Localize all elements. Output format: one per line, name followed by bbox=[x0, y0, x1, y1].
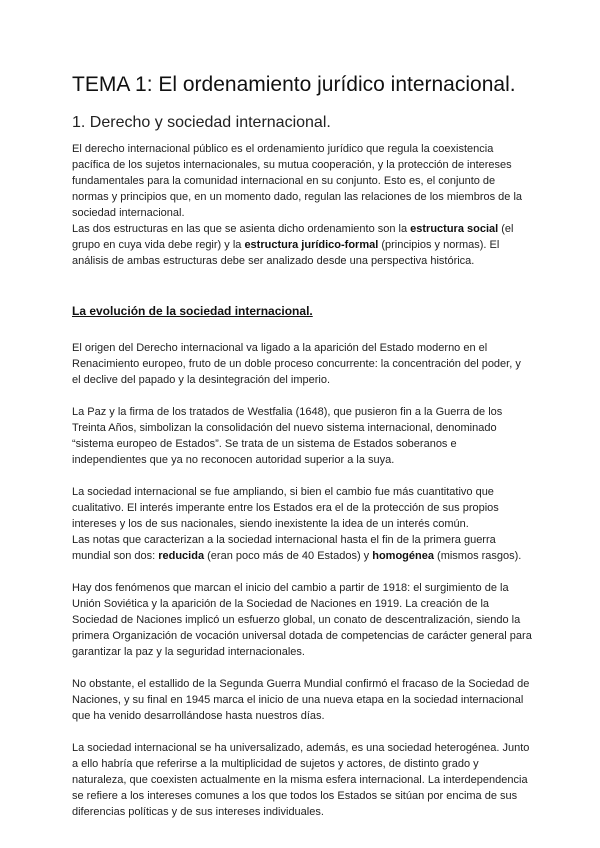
paragraph-heterogeneous: La sociedad internacional se ha universalizado, además, es una sociedad heterogénea. Junto a ello habría que referirse a la multiplicidad de sujetos y actores, de distinto grado y naturaleza, que coexisten actualmente en la misma esfera internacional. La interdependencia se refiere a los intereses comunes a los que todos los Estados se sitúan por encima de sus diferencias políticas y de sus intereses individuales. bbox=[72, 742, 530, 818]
paragraph-westfalia: La Paz y la firma de los tratados de Westfalia (1648), que pusieron fin a la Guerra de los Treinta Años, simbolizan la consolidación del nuevo sistema internacional, denominado “sistema europeo de Estados”. Se trata de un sistema de Estados soberanos e independientes que ya no reconocen autoridad superior a la suya. bbox=[72, 406, 503, 466]
text-run: (eran poco más de 40 Estados) y bbox=[204, 550, 373, 562]
paragraph-expansion: La sociedad internacional se fue ampliando, si bien el cambio fue más cuantitativo que cualitativo. El interés imperante entre los Estados era el de la protección de sus propios intereses y los de sus nacionales, siendo inexistente la idea de un interés común. bbox=[72, 486, 499, 530]
document-title: TEMA 1: El ordenamiento jurídico internacional. bbox=[72, 73, 516, 96]
bold-term: reducida bbox=[158, 550, 205, 562]
bold-term: homogénea bbox=[372, 550, 434, 562]
text-run: (el grupo en cuya vida debe regir) y la bbox=[72, 223, 514, 251]
intro-paragraph-1: El derecho internacional público es el ordenamiento jurídico que regula la coexistencia pacífica de los sujetos internacionales, su mutua cooperación, y la protección de intereses fundamentales para la comunidad internacional en su conjunto. Esto es, el conjunto de normas y principios que, en un momento dado, regulan las relaciones de los miembros de la sociedad internacional. bbox=[72, 143, 523, 219]
text-run: (principios y normas). El análisis de ambas estructuras debe ser analizado desde una perspectiva histórica. bbox=[72, 239, 500, 267]
document-page bbox=[72, 72, 532, 820]
bold-term: estructura jurídico-formal bbox=[244, 239, 379, 251]
paragraph-origin: El origen del Derecho internacional va ligado a la aparición del Estado moderno en el Renacimiento europeo, fruto de un doble proceso concurrente: la concentración del poder, y el declive del papado y la desintegración del imperio. bbox=[72, 342, 521, 386]
text-run: Las notas que caracterizan a la sociedad internacional hasta el fin de la primera guerra mundial son dos: bbox=[72, 534, 496, 562]
paragraph-1945: No obstante, el estallido de la Segunda Guerra Mundial confirmó el fracaso de la Sociedad de Naciones, y su final en 1945 marca el inicio de una nueva etapa en la sociedad internacional que ha venido desarrollándose hasta nuestros días. bbox=[72, 678, 530, 722]
paragraph-1918: Hay dos fenómenos que marcan el inicio del cambio a partir de 1918: el surgimiento de la Unión Soviética y la aparición de la Sociedad de Naciones en 1919. La creación de la Sociedad de Naciones implicó un esfuerzo global, un conato de descentralización, siendo la primera Organización de vocación universal dotada de competencias de carácter general para garantizar la paz y la seguridad internacionales. bbox=[72, 582, 532, 658]
evolution-heading: La evolución de la sociedad internacional. bbox=[72, 304, 313, 318]
paragraph-characteristics bbox=[72, 532, 532, 564]
text-run: (mismos rasgos). bbox=[433, 550, 522, 562]
text-run: Las dos estructuras en las que se asienta dicho ordenamiento son la bbox=[72, 223, 411, 235]
section-subtitle: 1. Derecho y sociedad internacional. bbox=[72, 114, 331, 131]
intro-paragraph-2 bbox=[72, 221, 532, 269]
bold-term: estructura social bbox=[410, 223, 499, 235]
